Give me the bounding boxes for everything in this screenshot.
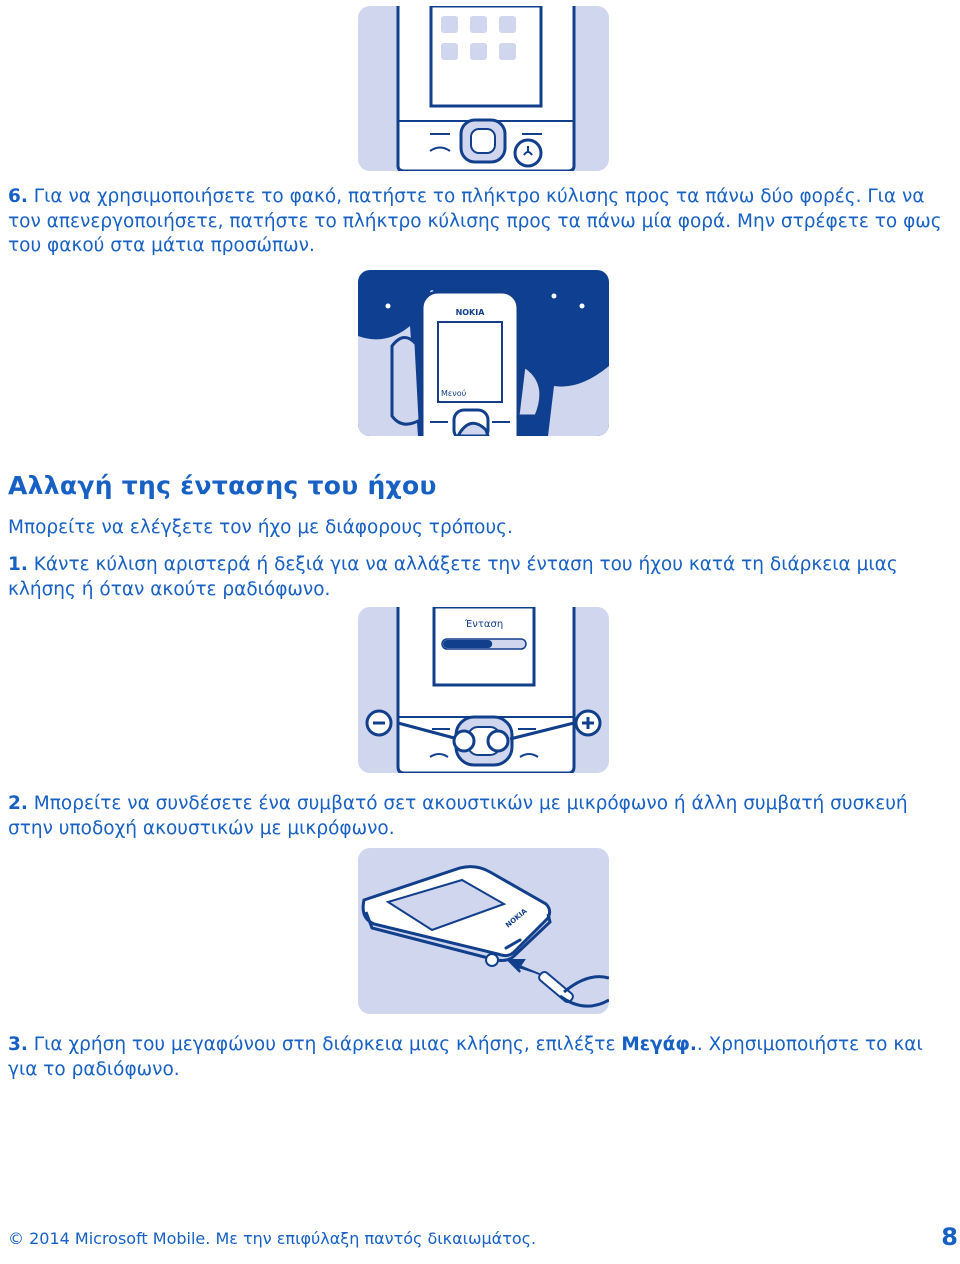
volume-bar-fill xyxy=(443,640,492,648)
step-3-text-before: Για χρήση του μεγαφώνου στη διάρκεια μιας κλήσης, επιλέξτε xyxy=(33,1034,622,1055)
step-6-number: 6. xyxy=(8,186,28,207)
volume-screen-label: Ένταση xyxy=(464,619,504,630)
section-heading: Αλλαγή της έντασης του ήχου xyxy=(8,471,437,500)
step-1-text: Κάντε κύλιση αριστερά ή δεξιά για να αλλάξετε την ένταση του ήχου κατά τη διάρκεια μιας κλήσης ή όταν ακούτε ραδιόφωνο. xyxy=(8,554,898,600)
step-2-number: 2. xyxy=(8,793,28,814)
step-1-paragraph xyxy=(8,553,954,602)
step-2-text: Μπορείτε να συνδέσετε ένα συμβατό σετ ακουστικών με μικρόφωνο ή άλλη συμβατή συσκευή στην υποδοχή ακουστικών με μικρόφωνο. xyxy=(8,793,908,839)
step-2-paragraph xyxy=(8,792,954,841)
flashlight-illustration xyxy=(358,270,609,436)
keypad-phone-drawing xyxy=(358,6,609,171)
hand-holding-phone-drawing xyxy=(358,270,609,436)
headset-illustration xyxy=(358,848,609,1014)
menu-softkey-label: Μενού xyxy=(441,389,467,398)
headset-jack-icon xyxy=(486,954,498,966)
headset-connector-drawing xyxy=(358,848,609,1014)
step-3-text-after: . Χρησιμοποιήστε το και για το ραδιόφωνο. xyxy=(8,1034,923,1080)
step-1-number: 1. xyxy=(8,554,28,575)
copyright-footer: © 2014 Microsoft Mobile. Με την επιφύλαξη παντός δικαιωμάτος. xyxy=(8,1229,537,1248)
nokia-logo-text: NOKIA xyxy=(455,308,485,317)
step-3-number: 3. xyxy=(8,1034,28,1055)
step-3-paragraph xyxy=(8,1033,954,1082)
section-intro: Μπορείτε να ελέγξετε τον ήχο με διάφορους τρόπους. xyxy=(8,517,513,538)
volume-illustration xyxy=(358,607,609,773)
keypad-illustration xyxy=(358,6,609,171)
speaker-term: Μεγάφ. xyxy=(621,1034,697,1055)
page-number: 8 xyxy=(941,1223,958,1251)
headset-nokia-logo: NOKIA xyxy=(504,907,529,930)
volume-phone-drawing xyxy=(358,607,609,773)
step-6-paragraph xyxy=(8,185,954,259)
step-6-text: Για να χρησιμοποιήσετε το φακό, πατήστε το πλήκτρο κύλισης προς τα πάνω δύο φορές. Για να τον απενεργοποιήσετε, πατήστε το πλήκτρο κύλισης προς τα πάνω μία φορά. Μην στρέφετε το φως του φακού στα μάτια προσώπων. xyxy=(8,186,942,256)
